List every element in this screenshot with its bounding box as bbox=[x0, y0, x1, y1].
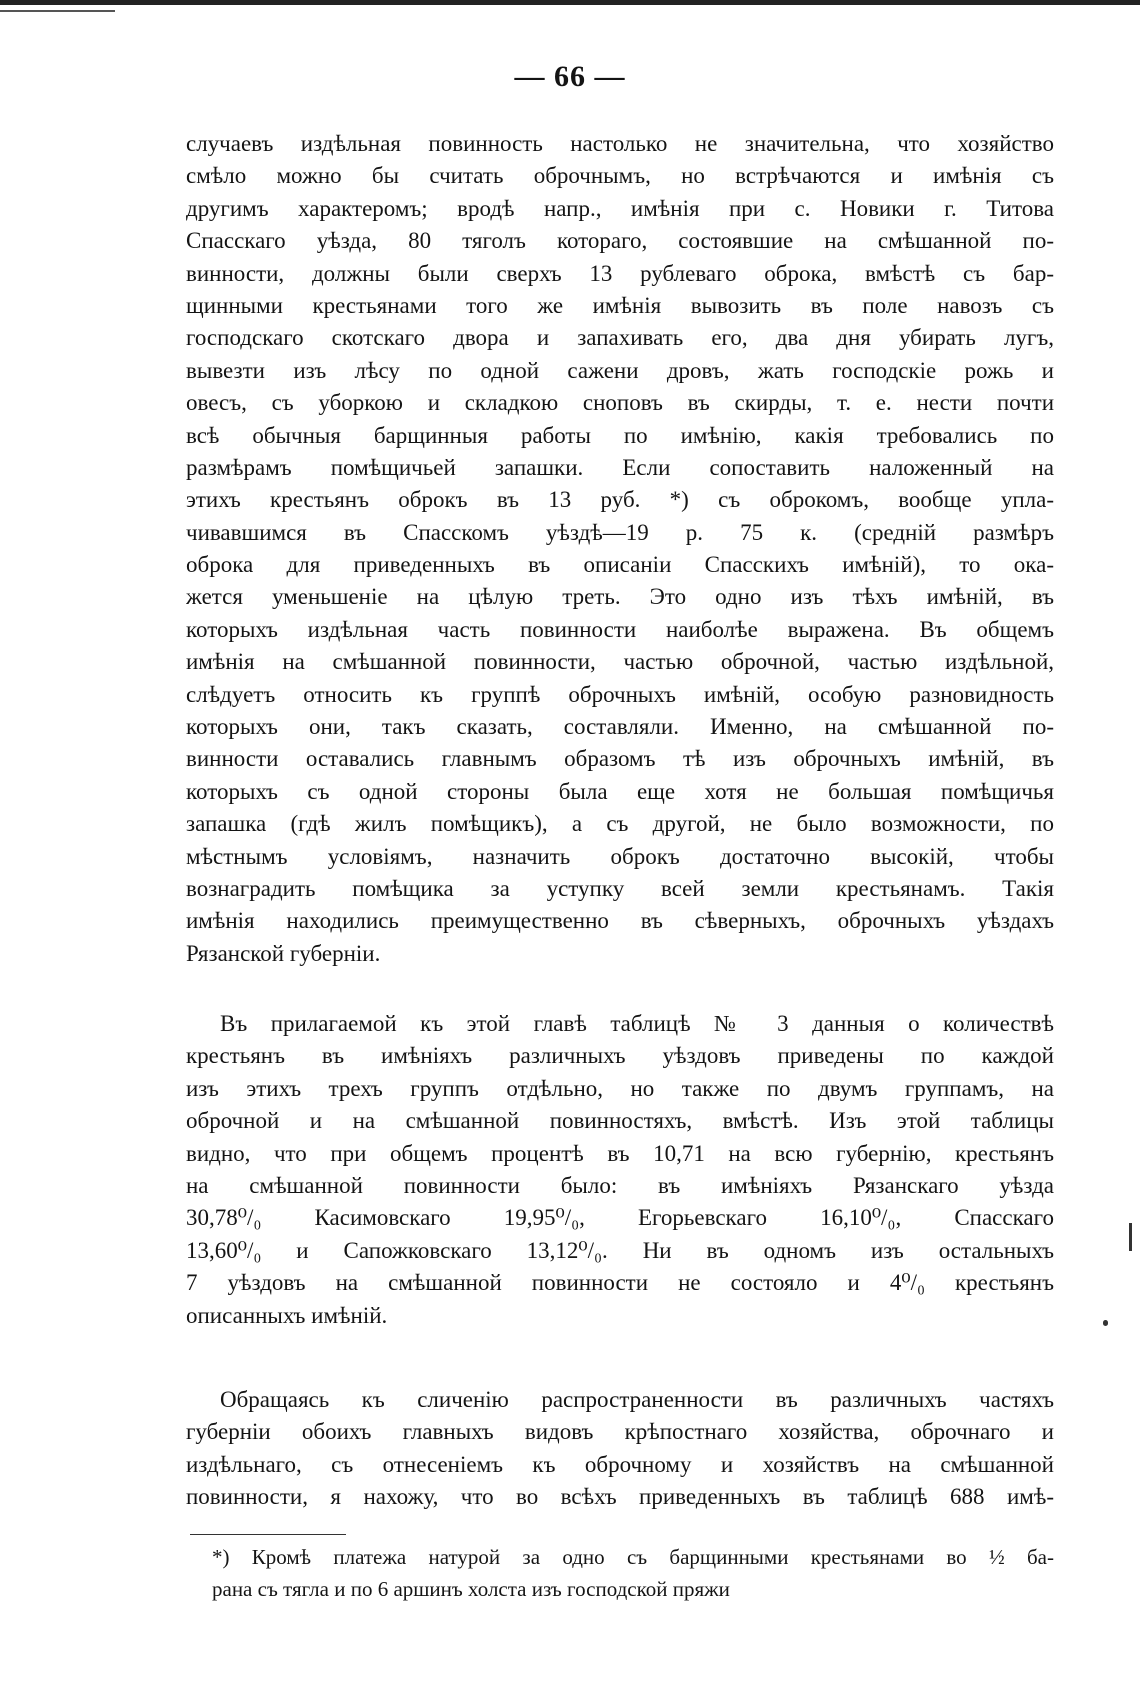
text-line: вознаградить помѣщика за уступку всей земли крестьянамъ. Такія bbox=[186, 875, 1054, 901]
text-line: винности, должны были сверхъ 13 рублеваго оброка, вмѣстѣ съ бар- bbox=[186, 260, 1054, 286]
text-line: которыхъ они, такъ сказать, составляли. Именно, на смѣшанной по- bbox=[186, 714, 1054, 740]
text-line: Рязанской губерніи. bbox=[186, 940, 381, 966]
text-line: другимъ характеромъ; вродѣ напр., имѣнія при с. Новики г. Титова bbox=[186, 195, 1054, 221]
text-line: издѣльнаго, съ отнесеніемъ къ оброчному и хозяйствъ на смѣшанной bbox=[186, 1451, 1054, 1477]
text-line: имѣнія на смѣшанной повинности, частью оброчной, частью издѣльной, bbox=[186, 649, 1054, 675]
page-number: — 66 — bbox=[514, 60, 626, 93]
text-line: Въ прилагаемой къ этой главѣ таблицѣ № 3 данныя о количествѣ bbox=[220, 1011, 1054, 1036]
footnote-line: рана съ тягла и по 6 аршинъ холста изъ господской пряжи bbox=[212, 1577, 730, 1602]
top-border-line bbox=[0, 0, 1140, 5]
margin-scan-mark bbox=[1129, 1223, 1132, 1251]
text-line: изъ этихъ трехъ группъ отдѣльно, но также по двумъ группамъ, на bbox=[186, 1075, 1054, 1101]
paragraph-2 bbox=[186, 1008, 1054, 1332]
text-line: крестьянъ въ имѣніяхъ различныхъ уѣздовъ приведены по каждой bbox=[186, 1043, 1054, 1069]
text-line: губерніи обоихъ главныхъ видовъ крѣпостнаго хозяйства, оброчнаго и bbox=[186, 1419, 1054, 1445]
text-line: слѣдуетъ относить къ группѣ оброчныхъ имѣній, особую разновидность bbox=[186, 681, 1054, 707]
text-line: овесъ, съ уборкою и складкою сноповъ въ скирды, т. е. нести почти bbox=[186, 390, 1054, 416]
footnote-separator bbox=[190, 1534, 346, 1535]
text-line: господскаго скотскаго двора и запахивать его, два дня убирать лугъ, bbox=[186, 325, 1054, 351]
text-line: жется уменьшеніе на цѣлую треть. Это одно изъ тѣхъ имѣній, въ bbox=[186, 584, 1054, 610]
paragraph-3 bbox=[186, 1384, 1054, 1514]
text-line: на смѣшанной повинности было: въ имѣніяхъ Рязанскаго уѣзда bbox=[186, 1172, 1054, 1198]
top-short-rule bbox=[0, 10, 115, 12]
text-line: винности оставались главнымъ образомъ тѣ изъ оброчныхъ имѣній, въ bbox=[186, 746, 1054, 772]
text-line: оброчной и на смѣшанной повинностяхъ, вмѣстѣ. Изъ этой таблицы bbox=[186, 1108, 1054, 1134]
text-line: 13,60⁰/₀ и Сапожковскаго 13,12⁰/₀. Ни въ одномъ изъ остальныхъ bbox=[186, 1237, 1054, 1263]
text-line: размѣрамъ помѣщичьей запашки. Если сопоставить наложенный на bbox=[186, 454, 1054, 480]
text-line: оброка для приведенныхъ въ описаніи Спасскихъ имѣній), то ока- bbox=[186, 552, 1054, 578]
text-line: Обращаясь къ сличенію распространенности въ различныхъ частяхъ bbox=[220, 1387, 1054, 1412]
text-line: вывезти изъ лѣсу по одной сажени дровъ, жать господскіе рожь и bbox=[186, 357, 1054, 383]
text-line: которыхъ съ одной стороны была еще хотя не большая помѣщичья bbox=[186, 778, 1054, 804]
footnote bbox=[212, 1541, 1054, 1606]
text-line: чивавшимся въ Спасскомъ уѣздѣ—19 р. 75 к. (средній размѣръ bbox=[186, 519, 1054, 545]
footnote-line: *) Кромѣ платежа натурой за одно съ барщинными крестьянами во ½ ба- bbox=[212, 1545, 1054, 1569]
text-line: описанныхъ имѣній. bbox=[186, 1302, 388, 1328]
text-line: Спасскаго уѣзда, 80 тяголъ котораго, состоявшие на смѣшанной по- bbox=[186, 228, 1054, 254]
margin-dot-mark bbox=[1103, 1320, 1108, 1326]
text-line: имѣнія находились преимущественно въ сѣверныхъ, оброчныхъ уѣздахъ bbox=[186, 908, 1054, 934]
text-line: 7 уѣздовъ на смѣшанной повинности не состояло и 4⁰/₀ крестьянъ bbox=[186, 1270, 1054, 1296]
text-line: запашка (гдѣ жилъ помѣщикъ), а съ другой, не было возможности, по bbox=[186, 811, 1054, 837]
text-line: смѣло можно бы считать оброчнымъ, но встрѣчаются и имѣнія съ bbox=[186, 163, 1054, 189]
paragraph-1 bbox=[186, 128, 1054, 970]
text-line: видно, что при общемъ процентѣ въ 10,71 на всю губернію, крестьянъ bbox=[186, 1140, 1054, 1166]
text-line: всѣ обычныя барщинныя работы по имѣнію, какія требовались по bbox=[186, 422, 1054, 448]
text-line: которыхъ издѣльная часть повинности наиболѣе выражена. Въ общемъ bbox=[186, 616, 1054, 642]
text-line: мѣстнымъ условіямъ, назначить оброкъ достаточно высокій, чтобы bbox=[186, 843, 1054, 869]
text-line: случаевъ издѣльная повинность настолько не значительна, что хозяйство bbox=[186, 131, 1054, 156]
text-line: этихъ крестьянъ оброкъ въ 13 руб. *) съ оброкомъ, вообще упла- bbox=[186, 487, 1054, 513]
text-line: повинности, я нахожу, что во всѣхъ приведенныхъ въ таблицѣ 688 имѣ- bbox=[186, 1484, 1054, 1510]
text-line: 30,78⁰/₀ Касимовскаго 19,95⁰/₀, Егорьевскаго 16,10⁰/₀, Спасскаго bbox=[186, 1205, 1054, 1231]
text-line: щинными крестьянами того же имѣнія вывозить въ поле навозъ съ bbox=[186, 292, 1054, 318]
